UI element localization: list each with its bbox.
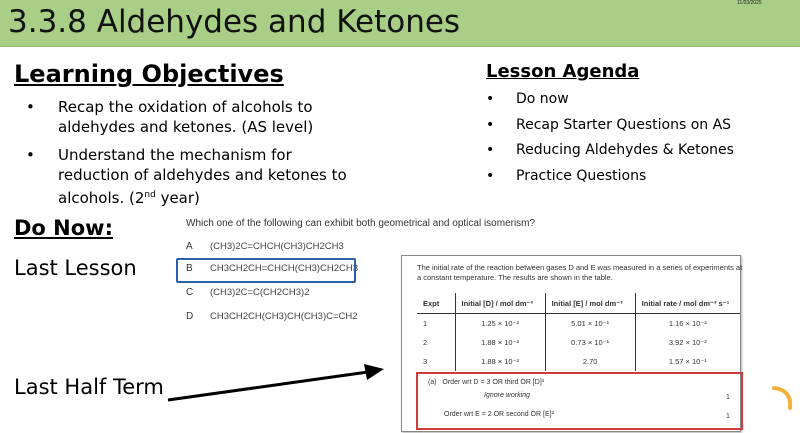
bullet-icon: • [486,167,495,184]
bullet-icon: • [486,116,495,133]
bullet-icon: • [26,98,35,116]
question-stem: Which one of the following can exhibit both geometrical and optical isomerism? [186,218,536,229]
question-intro: The initial rate of the reaction between gases D and E was measured in a series of experiments at a constant temperature. The results are shown in the table. [417,263,743,282]
last-lesson-label: Last Lesson [14,256,137,280]
agenda-heading: Lesson Agenda [486,61,640,82]
slide-date: 11/03/2025 [737,0,762,6]
objective-text: Recap the oxidation of alcohols to aldehydes and ketones. (AS level) [58,98,314,136]
last-half-term-label: Last Half Term [14,375,164,399]
table-header: Initial [D] / mol dm⁻³ [455,293,545,314]
objectives-heading: Learning Objectives [14,60,284,88]
bullet-icon: • [26,146,35,164]
bullet-icon: • [486,142,495,158]
table-header: Initial [E] / mol dm⁻³ [545,293,635,314]
slide-title: 3.3.8 Aldehydes and Ketones [8,4,461,40]
do-now-heading: Do Now: [14,216,113,240]
objective-text: Understand the mechanism for reduction of aldehydes and ketones to alcohols. (2nd year) [58,146,347,207]
agenda-text: Do now [516,91,569,107]
bullet-icon: • [486,91,495,107]
page-curl-icon [770,384,796,414]
agenda-text: Practice Questions [516,167,647,184]
table-row: 3 1.88 × 10⁻² 2.70 1.57 × 10⁻¹ [417,352,740,371]
table-row: 1 1.25 × 10⁻² 5.01 × 10⁻¹ 1.16 × 10⁻² [417,314,740,334]
agenda-text: Recap Starter Questions on AS [516,116,732,133]
question-isomerism: Which one of the following can exhibit both geometrical and optical isomerism? A (CH3)2C=CHCH(CH3)CH2CH3 B CH3CH2CH=CHCH(CH3)CH2CH3 C (CH3)2C=C(CH2CH3)2 D CH3CH2CH(CH3)CH(CH3)C=CH2 [186,218,486,330]
table-header: Initial rate / mol dm⁻³ s⁻¹ [635,293,740,314]
agenda-text: Reducing Aldehydes & Ketones [516,142,734,158]
table-header: Expt [417,293,455,314]
table-row: 2 1.88 × 10⁻² 0.73 × 10⁻¹ 3.92 × 10⁻² [417,333,740,352]
mark-scheme-box: (a) Order wrt D = 3 OR third OR [D]³ Ignore working Order wrt E = 2 OR second OR [E]² 1 1 [416,372,743,430]
